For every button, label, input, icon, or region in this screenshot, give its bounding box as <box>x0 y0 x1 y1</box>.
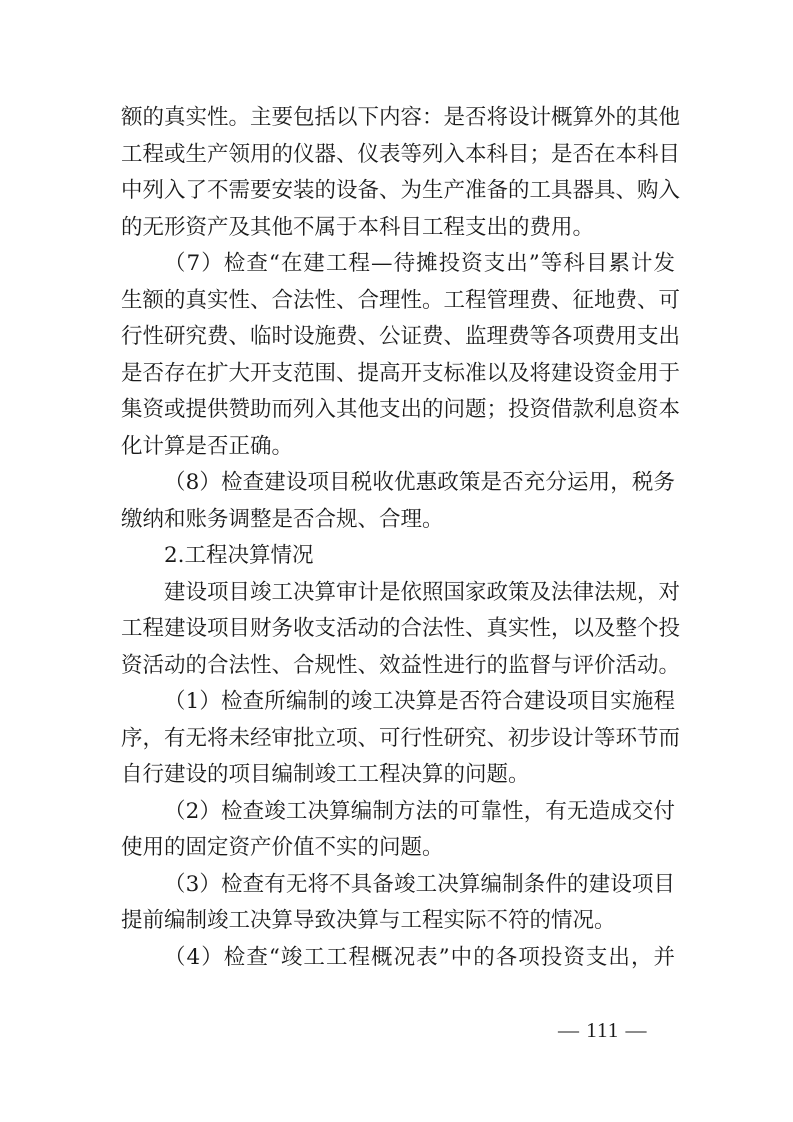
text-line: 额的真实性。主要包括以下内容：是否将设计概算外的其他 <box>121 105 681 130</box>
text-line: 自行建设的项目编制竣工工程决算的问题。 <box>121 762 530 787</box>
text-line: （3）检查有无将不具备竣工决算编制条件的建设项目 <box>164 871 675 897</box>
text-line: 提前编制竣工决算导致决算与工程实际不符的情况。 <box>121 908 616 933</box>
text-line: （4）检查“竣工工程概况表”中的各项投资支出，并 <box>164 944 675 970</box>
page-number: — 111 — <box>558 1018 648 1042</box>
text-line: 工程建设项目财务收支活动的合法性、真实性，以及整个投 <box>121 616 681 641</box>
text-line: 是否存在扩大开支范围、提高开支标准以及将建设资金用于 <box>121 360 681 386</box>
text-line: （7）检查“在建工程—待摊投资支出”等科目累计发 <box>164 251 675 276</box>
text-line: （8）检查建设项目税收优惠政策是否充分运用，税务 <box>164 470 675 495</box>
text-line: （1）检查所编制的竣工决算是否符合建设项目实施程 <box>164 689 675 714</box>
text-line: 生额的真实性、合法性、合理性。工程管理费、征地费、可 <box>121 287 681 313</box>
text-line: 行性研究费、临时设施费、公证费、监理费等各项费用支出 <box>121 324 681 349</box>
text-line: 化计算是否正确。 <box>121 433 294 459</box>
text-line: 2.工程决算情况 <box>164 543 314 568</box>
text-line: 使用的固定资产价值不实的问题。 <box>121 835 444 860</box>
text-line: 序，有无将未经审批立项、可行性研究、初步设计等环节而 <box>121 725 681 751</box>
document-body <box>121 100 681 976</box>
text-line: （2）检查竣工决算编制方法的可靠性，有无造成交付 <box>164 798 675 824</box>
text-line: 资活动的合法性、合规性、效益性进行的监督与评价活动。 <box>121 652 681 678</box>
text-line: 的无形资产及其他不属于本科目工程支出的费用。 <box>121 214 595 240</box>
text-line: 工程或生产领用的仪器、仪表等列入本科目；是否在本科目 <box>121 141 681 167</box>
text-line: 建设项目竣工决算审计是依照国家政策及法律法规，对 <box>164 579 681 605</box>
text-line: 缴纳和账务调整是否合规、合理。 <box>121 506 444 532</box>
text-line: 集资或提供赞助而列入其他支出的问题；投资借款利息资本 <box>121 397 681 422</box>
text-line: 中列入了不需要安装的设备、为生产准备的工具器具、购入 <box>121 178 681 203</box>
